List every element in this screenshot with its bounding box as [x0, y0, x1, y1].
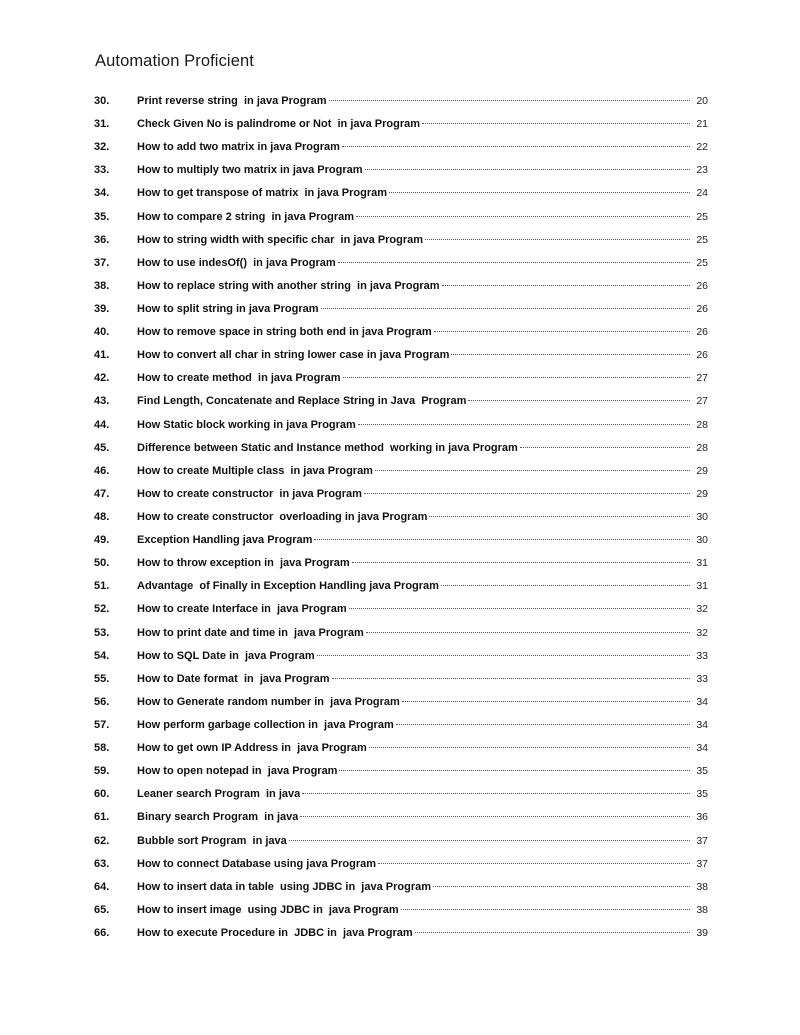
toc-entry-number: 45. [94, 441, 110, 454]
toc-entry-page-number: 29 [696, 487, 708, 500]
toc-entry-number: 48. [94, 510, 110, 523]
toc-entry-page-number: 25 [696, 210, 708, 223]
toc-dot-leader [317, 654, 690, 656]
toc-entry-number: 60. [94, 788, 110, 801]
toc-entry[interactable] [94, 252, 708, 275]
toc-entry[interactable] [94, 876, 708, 899]
toc-dot-leader [300, 815, 690, 817]
toc-entry-page-number: 23 [696, 164, 708, 177]
toc-entry-title[interactable]: How to add two matrix in java Program [137, 141, 340, 154]
toc-entry-page-number: 32 [696, 626, 708, 639]
toc-entry-number: 54. [94, 649, 110, 662]
toc-dot-leader [401, 908, 690, 910]
toc-dot-leader [358, 423, 690, 425]
toc-dot-leader [338, 261, 690, 263]
toc-entry-title[interactable]: How to get own IP Address in java Program [137, 742, 367, 755]
toc-dot-leader [451, 353, 690, 355]
toc-entry-title[interactable]: How to compare 2 string in java Program [137, 210, 354, 223]
toc-entry-page-number: 22 [696, 141, 708, 154]
toc-entry-number: 53. [94, 626, 110, 639]
toc-entry-title[interactable]: Find Length, Concatenate and Replace String in Java Program [137, 395, 467, 408]
toc-entry-title[interactable]: How to get transpose of matrix in java Program [137, 187, 387, 200]
toc-entry-number: 58. [94, 742, 110, 755]
toc-dot-leader [468, 399, 690, 401]
toc-entry-title[interactable]: How to remove space in string both end in java Program [137, 326, 432, 339]
toc-dot-leader [342, 145, 690, 147]
toc-entry-page-number: 26 [696, 279, 708, 292]
toc-dot-leader [433, 885, 690, 887]
toc-dot-leader [441, 584, 690, 586]
toc-entry[interactable] [94, 344, 708, 367]
toc-entry-number: 39. [94, 302, 110, 315]
toc-entry[interactable] [94, 159, 708, 182]
toc-entry[interactable] [94, 714, 708, 737]
toc-entry[interactable] [94, 113, 708, 136]
toc-dot-leader [339, 769, 690, 771]
toc-entry-title[interactable]: How to print date and time in java Program [137, 626, 364, 639]
toc-entry[interactable] [94, 182, 708, 205]
toc-entry[interactable] [94, 390, 708, 413]
toc-entry-page-number: 39 [696, 926, 708, 939]
toc-entry-number: 50. [94, 557, 110, 570]
toc-dot-leader [321, 307, 690, 309]
toc-entry[interactable] [94, 783, 708, 806]
toc-entry-title[interactable]: How to create constructor overloading in java Program [137, 510, 428, 523]
toc-entry-title[interactable]: How to insert image using JDBC in java Program [137, 903, 399, 916]
toc-dot-leader [520, 446, 690, 448]
toc-entry-title[interactable]: Exception Handling java Program [137, 534, 313, 547]
toc-entry[interactable] [94, 529, 708, 552]
toc-entry-number: 32. [94, 141, 110, 154]
toc-entry-number: 59. [94, 765, 110, 778]
toc-entry-page-number: 25 [696, 256, 708, 269]
toc-entry[interactable] [94, 298, 708, 321]
toc-entry-page-number: 27 [696, 372, 708, 385]
toc-dot-leader [375, 469, 690, 471]
toc-entry[interactable] [94, 90, 708, 113]
toc-entry-page-number: 34 [696, 718, 708, 731]
toc-entry-page-number: 21 [696, 118, 708, 131]
toc-entry-page-number: 37 [696, 857, 708, 870]
toc-entry-number: 55. [94, 672, 110, 685]
toc-entry-page-number: 26 [696, 326, 708, 339]
toc-dot-leader [366, 631, 690, 633]
toc-dot-leader [434, 330, 690, 332]
toc-entry[interactable] [94, 598, 708, 621]
toc-entry-title[interactable]: Print reverse string in java Program [137, 95, 327, 107]
toc-entry-number: 51. [94, 580, 110, 593]
toc-entry-number: 36. [94, 233, 110, 246]
toc-entry-page-number: 33 [696, 649, 708, 662]
toc-entry-page-number: 34 [696, 742, 708, 755]
toc-entry-page-number: 28 [696, 441, 708, 454]
toc-dot-leader [352, 561, 690, 563]
toc-entry-number: 66. [94, 926, 110, 939]
toc-entry-number: 47. [94, 487, 110, 500]
toc-entry[interactable] [94, 575, 708, 598]
toc-entry-title[interactable]: How to create method in java Program [137, 372, 341, 385]
toc-entry-title[interactable]: How Static block working in java Program [137, 418, 356, 431]
toc-dot-leader [422, 122, 690, 124]
toc-dot-leader [415, 931, 690, 933]
toc-entry-title[interactable]: How to insert data in table using JDBC in java Program [137, 880, 431, 893]
toc-entry[interactable] [94, 645, 708, 668]
toc-entry-page-number: 20 [696, 95, 708, 107]
toc-entry-title[interactable]: How to create Multiple class in java Program [137, 464, 373, 477]
toc-entry[interactable] [94, 321, 708, 344]
toc-dot-leader [356, 215, 690, 217]
toc-entry[interactable] [94, 414, 708, 437]
toc-entry-number: 46. [94, 464, 110, 477]
toc-entry-page-number: 37 [696, 834, 708, 847]
toc-entry[interactable] [94, 668, 708, 691]
toc-entry[interactable] [94, 552, 708, 575]
toc-entry-title[interactable]: How to Generate random number in java Program [137, 695, 400, 708]
toc-dot-leader [329, 99, 690, 101]
toc-entry-page-number: 29 [696, 464, 708, 477]
toc-entry-title[interactable]: Advantage of Finally in Exception Handling java Program [137, 580, 439, 593]
toc-entry-title[interactable]: How to create constructor in java Program [137, 487, 362, 500]
toc-dot-leader [389, 191, 690, 193]
toc-entry-title[interactable]: How to split string in java Program [137, 302, 319, 315]
toc-entry-title[interactable]: How to use indesOf() in java Program [137, 256, 336, 269]
table-of-contents [94, 90, 708, 945]
toc-dot-leader [365, 168, 690, 170]
toc-entry-number: 37. [94, 256, 110, 269]
toc-entry-number: 62. [94, 834, 110, 847]
toc-entry-title[interactable]: Difference between Static and Instance method working in java Program [137, 441, 518, 454]
toc-entry[interactable] [94, 691, 708, 714]
toc-dot-leader [302, 792, 690, 794]
toc-entry-number: 40. [94, 326, 110, 339]
toc-dot-leader [442, 284, 690, 286]
toc-entry-page-number: 31 [696, 557, 708, 570]
toc-entry-title[interactable]: How to replace string with another string in java Program [137, 279, 440, 292]
toc-entry[interactable] [94, 136, 708, 159]
toc-entry-title[interactable]: How to create Interface in java Program [137, 603, 347, 616]
toc-entry-number: 33. [94, 164, 110, 177]
toc-entry-title[interactable]: Leaner search Program in java [137, 788, 301, 801]
toc-entry-number: 43. [94, 395, 110, 408]
toc-entry[interactable] [94, 853, 708, 876]
toc-entry-title[interactable]: How to Date format in java Program [137, 672, 330, 685]
toc-entry[interactable] [94, 922, 708, 945]
toc-entry-number: 42. [94, 372, 110, 385]
toc-dot-leader [314, 538, 690, 540]
toc-entry[interactable] [94, 806, 708, 829]
toc-entry-number: 65. [94, 903, 110, 916]
toc-dot-leader [349, 607, 690, 609]
toc-dot-leader [289, 839, 690, 841]
toc-dot-leader [378, 862, 690, 864]
toc-entry[interactable] [94, 367, 708, 390]
toc-dot-leader [332, 677, 690, 679]
toc-entry-title[interactable]: Check Given No is palindrome or Not in java Program [137, 118, 421, 131]
toc-dot-leader [343, 376, 690, 378]
toc-entry-title[interactable]: How to open notepad in java Program [137, 765, 338, 778]
toc-entry-title[interactable]: How to convert all char in string lower case in java Program [137, 349, 450, 362]
toc-entry-page-number: 26 [696, 302, 708, 315]
toc-entry-title[interactable]: Bubble sort Program in java [137, 834, 287, 847]
toc-entry-page-number: 25 [696, 233, 708, 246]
toc-entry-page-number: 27 [696, 395, 708, 408]
toc-entry-title[interactable]: Binary search Program in java [137, 811, 299, 824]
toc-entry[interactable] [94, 229, 708, 252]
toc-entry[interactable] [94, 206, 708, 229]
toc-dot-leader [364, 492, 690, 494]
toc-entry[interactable] [94, 460, 708, 483]
toc-entry-title[interactable]: How to SQL Date in java Program [137, 649, 315, 662]
toc-entry-title[interactable]: How perform garbage collection in java Program [137, 718, 394, 731]
toc-entry[interactable] [94, 760, 708, 783]
toc-dot-leader [369, 746, 690, 748]
toc-entry-page-number: 30 [696, 510, 708, 523]
page-header-title: Automation Proficient [95, 52, 254, 70]
toc-entry-number: 38. [94, 279, 110, 292]
toc-entry-number: 34. [94, 187, 110, 200]
toc-entry-page-number: 28 [696, 418, 708, 431]
toc-entry-number: 64. [94, 880, 110, 893]
toc-dot-leader [429, 515, 690, 517]
toc-entry-number: 35. [94, 210, 110, 223]
toc-entry-page-number: 38 [696, 903, 708, 916]
toc-entry-title[interactable]: How to execute Procedure in JDBC in java Program [137, 926, 413, 939]
toc-entry[interactable] [94, 899, 708, 922]
toc-entry[interactable] [94, 737, 708, 760]
toc-entry-number: 57. [94, 718, 110, 731]
toc-entry-page-number: 24 [696, 187, 708, 200]
toc-entry-number: 52. [94, 603, 110, 616]
toc-entry-page-number: 32 [696, 603, 708, 616]
toc-entry-page-number: 36 [696, 811, 708, 824]
toc-entry-title[interactable]: How to string width with specific char in java Program [137, 233, 424, 246]
toc-entry-page-number: 26 [696, 349, 708, 362]
toc-dot-leader [402, 700, 690, 702]
toc-entry-title[interactable]: How to throw exception in java Program [137, 557, 350, 570]
toc-entry-number: 63. [94, 857, 110, 870]
toc-entry-page-number: 31 [696, 580, 708, 593]
toc-entry-number: 41. [94, 349, 110, 362]
toc-entry-page-number: 35 [696, 788, 708, 801]
toc-entry[interactable] [94, 437, 708, 460]
toc-entry[interactable] [94, 506, 708, 529]
toc-entry-number: 31. [94, 118, 110, 131]
toc-entry-title[interactable]: How to multiply two matrix in java Program [137, 164, 363, 177]
toc-dot-leader [396, 723, 690, 725]
toc-entry-number: 56. [94, 695, 110, 708]
toc-entry[interactable] [94, 830, 708, 853]
toc-entry-page-number: 38 [696, 880, 708, 893]
toc-dot-leader [425, 238, 690, 240]
toc-entry[interactable] [94, 622, 708, 645]
toc-entry-page-number: 35 [696, 765, 708, 778]
toc-entry-page-number: 34 [696, 695, 708, 708]
toc-entry[interactable] [94, 483, 708, 506]
toc-entry-title[interactable]: How to connect Database using java Program [137, 857, 377, 870]
toc-entry-number: 61. [94, 811, 110, 824]
toc-entry-number: 30. [94, 95, 110, 107]
toc-entry-page-number: 30 [696, 534, 708, 547]
toc-entry-number: 49. [94, 534, 110, 547]
toc-entry-number: 44. [94, 418, 110, 431]
toc-entry-page-number: 33 [696, 672, 708, 685]
toc-entry[interactable] [94, 275, 708, 298]
